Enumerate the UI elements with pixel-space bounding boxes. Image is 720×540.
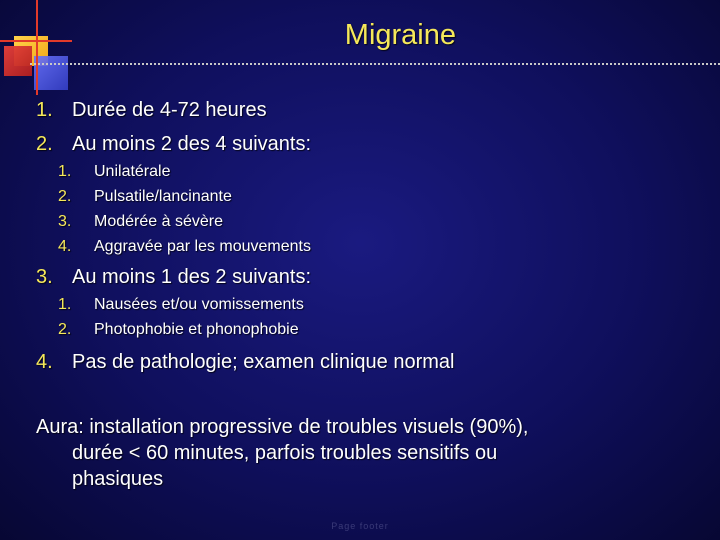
list-number: 2. [58, 321, 72, 338]
list-number: 3. [58, 213, 72, 230]
sub-item-3-2 [58, 320, 299, 340]
list-text: Au moins 1 des 2 suivants: [72, 266, 312, 288]
logo-blue-square [34, 56, 68, 90]
list-text: Nausées et/ou vomissements [94, 296, 304, 313]
title-divider [30, 63, 720, 65]
sub-item-2-4 [58, 237, 311, 257]
slide-title: Migraine [344, 19, 456, 51]
list-number: 2. [36, 133, 53, 155]
list-number: 4. [36, 351, 53, 373]
aura-line-3: phasiques [72, 468, 164, 490]
list-text: Pulsatile/lancinante [94, 188, 232, 205]
footer-text: Page footer [331, 521, 389, 531]
list-number: 2. [58, 188, 72, 205]
list-number: 4. [58, 238, 72, 255]
list-text: Modérée à sévère [94, 213, 223, 230]
sub-item-2-1 [58, 162, 170, 182]
aura-line-1: Aura: installation progressive de troubles visuels (90%), [36, 416, 529, 438]
sub-item-2-2 [58, 187, 232, 207]
list-text: Pas de pathologie; examen clinique normal [72, 351, 455, 373]
aura-line-2: durée < 60 minutes, parfois troubles sensitifs ou [72, 442, 498, 464]
list-item-4 [36, 350, 454, 374]
list-item-2 [36, 132, 311, 156]
list-item-1 [36, 98, 267, 122]
list-number: 1. [58, 296, 72, 313]
sub-item-3-1 [58, 295, 304, 315]
list-text: Au moins 2 des 4 suivants: [72, 133, 312, 155]
list-number: 1. [36, 99, 53, 121]
aura-paragraph [36, 414, 636, 492]
list-text: Photophobie et phonophobie [94, 321, 299, 338]
list-number: 1. [58, 163, 72, 180]
sub-item-2-3 [58, 212, 223, 232]
list-text: Aggravée par les mouvements [94, 238, 311, 255]
list-text: Durée de 4-72 heures [72, 99, 267, 121]
list-item-3 [36, 265, 311, 289]
list-text: Unilatérale [94, 163, 171, 180]
list-number: 3. [36, 266, 53, 288]
